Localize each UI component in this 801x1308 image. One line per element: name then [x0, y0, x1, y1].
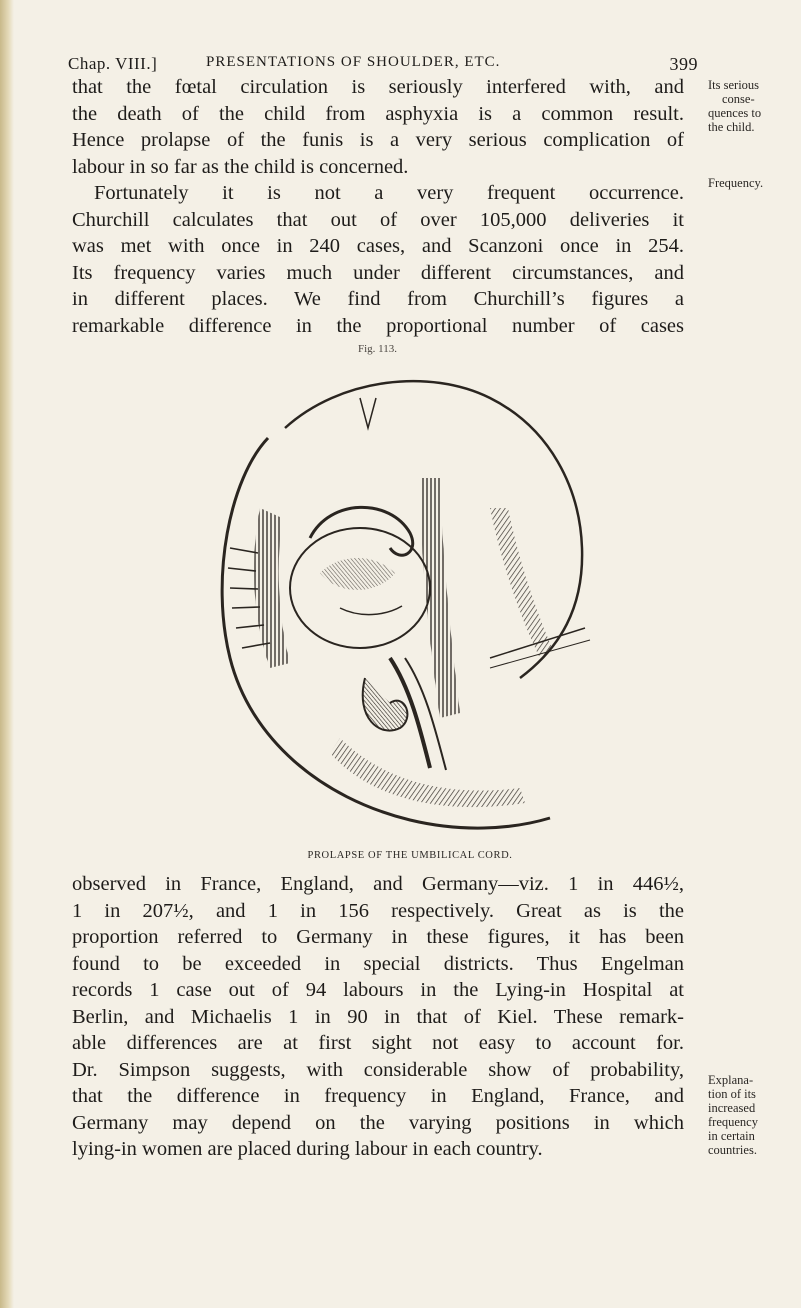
margin-note-line: quences to [708, 106, 762, 120]
prolapse-umbilical-cord-illustration [190, 358, 626, 850]
text-line: labour in so far as the child is concerned. [72, 155, 409, 178]
text-line: lying-in women are placed during labour in each country. [72, 1138, 543, 1160]
text-line: was met with once in 240 cases, and Scanzoni once in 254. [72, 235, 684, 257]
text-line: that the difference in frequency in England, France, and [72, 1085, 684, 1107]
margin-note-line: in certain [708, 1129, 755, 1143]
margin-note-line: Its serious [708, 78, 760, 92]
figure-caption: PROLAPSE OF THE UMBILICAL CORD. [307, 850, 513, 861]
margin-note-line: tion of its [708, 1087, 756, 1101]
text-line: found to be exceeded in special districts. Thus Engelman [72, 952, 684, 975]
margin-note-line: countries. [708, 1143, 757, 1157]
text-line: that the fœtal circulation is seriously interfered with, and [72, 76, 684, 98]
paragraph-bottom [72, 871, 684, 1163]
paragraph-top [72, 74, 684, 339]
text-line: in different places. We find from Churchill’s figures a [72, 288, 684, 310]
margin-note-line: increased [708, 1101, 756, 1115]
running-title: PRESENTATIONS OF SHOULDER, ETC. [206, 54, 501, 70]
text-line: Hence prolapse of the funis is a very serious complication of [72, 129, 684, 151]
text-line: Fortunately it is not a very frequent occurrence. [94, 182, 684, 204]
margin-note-line: Explana- [708, 1073, 754, 1087]
margin-note-line: Frequency. [708, 176, 764, 190]
text-line: Germany may depend on the varying positions in which [72, 1111, 684, 1134]
text-line: Churchill calculates that out of over 105,000 deliveries it [72, 208, 684, 231]
text-line: proportion referred to Germany in these figures, it has been [72, 926, 684, 948]
margin-note-explanation [708, 1073, 798, 1157]
margin-note-frequency [708, 176, 798, 190]
page-number: 399 [669, 54, 698, 74]
margin-note-line: the child. [708, 120, 755, 134]
figure-label: Fig. 113. [358, 343, 398, 355]
chapter-label: Chap. VIII.] [68, 54, 158, 73]
margin-note-line: frequency [708, 1115, 758, 1129]
text-line: 1 in 207½, and 1 in 156 respectively. Great as is the [72, 899, 684, 922]
text-line: the death of the child from asphyxia is a common result. [72, 102, 684, 125]
text-line: Its frequency varies much under different circumstances, and [72, 261, 684, 284]
text-line: Dr. Simpson suggests, with considerable show of probability, [72, 1058, 684, 1081]
text-line: records 1 case out of 94 labours in the Lying-in Hospital at [72, 979, 684, 1001]
text-line: remarkable difference in the proportional number of cases [72, 314, 684, 337]
margin-note-line: conse- [722, 92, 755, 106]
book-spine-edge [0, 0, 14, 1308]
text-line: Berlin, and Michaelis 1 in 90 in that of Kiel. These remark- [72, 1005, 684, 1028]
margin-note-consequences [708, 78, 798, 134]
text-line: observed in France, England, and Germany—viz. 1 in 446½, [72, 873, 684, 895]
text-line: able differences are at first sight not easy to account for. [72, 1032, 684, 1054]
